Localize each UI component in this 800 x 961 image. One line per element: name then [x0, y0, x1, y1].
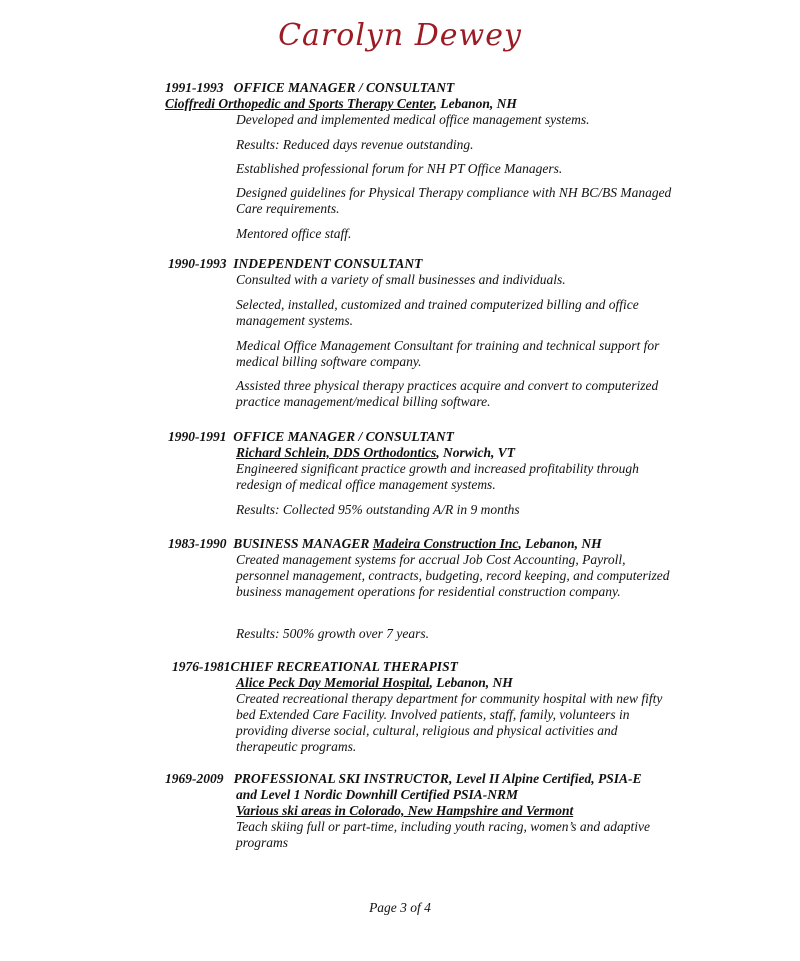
- entry-bullet: Teach skiing full or part-time, including youth racing, women’s and adaptive programs: [236, 819, 650, 850]
- entry-bullet: Established professional forum for NH PT Office Managers.: [236, 161, 563, 176]
- entry-location: , Lebanon, NH: [518, 536, 602, 551]
- entry-bullet: Medical Office Management Consultant for training and technical support for medical billing software company.: [236, 338, 660, 369]
- entry-dates: 1990-1993: [168, 256, 227, 271]
- entry-dates: 1983-1990: [168, 536, 227, 551]
- resume-name: Carolyn Dewey: [278, 18, 522, 53]
- entry-dates: 1969-2009: [165, 771, 224, 786]
- entry-org-line: [236, 803, 573, 819]
- entry-org-line: [236, 445, 515, 461]
- entry-org: Various ski areas in Colorado, New Hampshire and Vermont: [236, 803, 574, 818]
- entry-bullet: Developed and implemented medical office management systems.: [236, 112, 590, 127]
- entry-org: Madeira Construction Inc: [372, 536, 519, 551]
- entry-location: , Lebanon, NH: [429, 675, 513, 690]
- entry-title: OFFICE MANAGER / CONSULTANT: [233, 429, 454, 444]
- entry-location: , Norwich, VT: [436, 445, 516, 460]
- entry-dates: 1990-1991: [168, 429, 227, 444]
- entry-title: BUSINESS MANAGER: [233, 536, 370, 551]
- entry-org: Richard Schlein, DDS Orthodontics: [236, 445, 437, 460]
- entry-bullet: Created management systems for accrual Job Cost Accounting, Payroll, personnel management, contracts, budgeting, record keeping, and computerized business management operations for residential construction company.: [236, 552, 670, 599]
- entry-dates: 1991-1993: [165, 80, 224, 95]
- entry-bullet: Designed guidelines for Physical Therapy compliance with NH BC/BS Managed Care requirements.: [236, 185, 672, 216]
- entry-org: Cioffredi Orthopedic and Sports Therapy Center: [165, 96, 434, 111]
- entry-org-line: [236, 675, 513, 691]
- entry-bullet: Results: 500% growth over 7 years.: [236, 626, 429, 641]
- entry-title: PROFESSIONAL SKI INSTRUCTOR, Level II Alpine Certified, PSIA-E: [233, 771, 642, 786]
- entry-bullet: Results: Reduced days revenue outstanding.: [236, 137, 474, 152]
- entry-bullet: Selected, installed, customized and trained computerized billing and office management systems.: [236, 297, 639, 328]
- entry-org: Alice Peck Day Memorial Hospital: [236, 675, 430, 690]
- entry-header: [168, 256, 422, 272]
- entry-title-cont: and Level 1 Nordic Downhill Certified PSIA-NRM: [236, 787, 519, 802]
- entry-bullet: Results: Collected 95% outstanding A/R in 9 months: [236, 502, 520, 517]
- entry-bullet: Created recreational therapy department for community hospital with new fifty bed Extended Care Facility. Involved patients, staff, family, volunteers in providing diverse social, cultural, religious and physical activities and therapeutic programs.: [236, 691, 663, 754]
- entry-header: [165, 80, 454, 96]
- entry-title: OFFICE MANAGER / CONSULTANT: [233, 80, 455, 95]
- entry-dates: 1976-1981: [172, 659, 231, 674]
- entry-header: [165, 771, 642, 787]
- entry-location: , Lebanon, NH: [433, 96, 517, 111]
- entry-bullet: Engineered significant practice growth and increased profitability through redesign of medical office management systems.: [236, 461, 639, 492]
- entry-bullet: Consulted with a variety of small businesses and individuals.: [236, 272, 566, 287]
- entry-bullet: Mentored office staff.: [236, 226, 352, 241]
- entry-header: [168, 536, 602, 552]
- entry-bullet: Assisted three physical therapy practices acquire and convert to computerized practice management/medical billing software.: [236, 378, 659, 409]
- page-number: Page 3 of 4: [369, 900, 431, 915]
- entry-header: [172, 659, 458, 675]
- entry-title: CHIEF RECREATIONAL THERAPIST: [230, 659, 458, 674]
- entry-org-line: [165, 96, 517, 112]
- entry-header: [168, 429, 454, 445]
- entry-title: INDEPENDENT CONSULTANT: [233, 256, 423, 271]
